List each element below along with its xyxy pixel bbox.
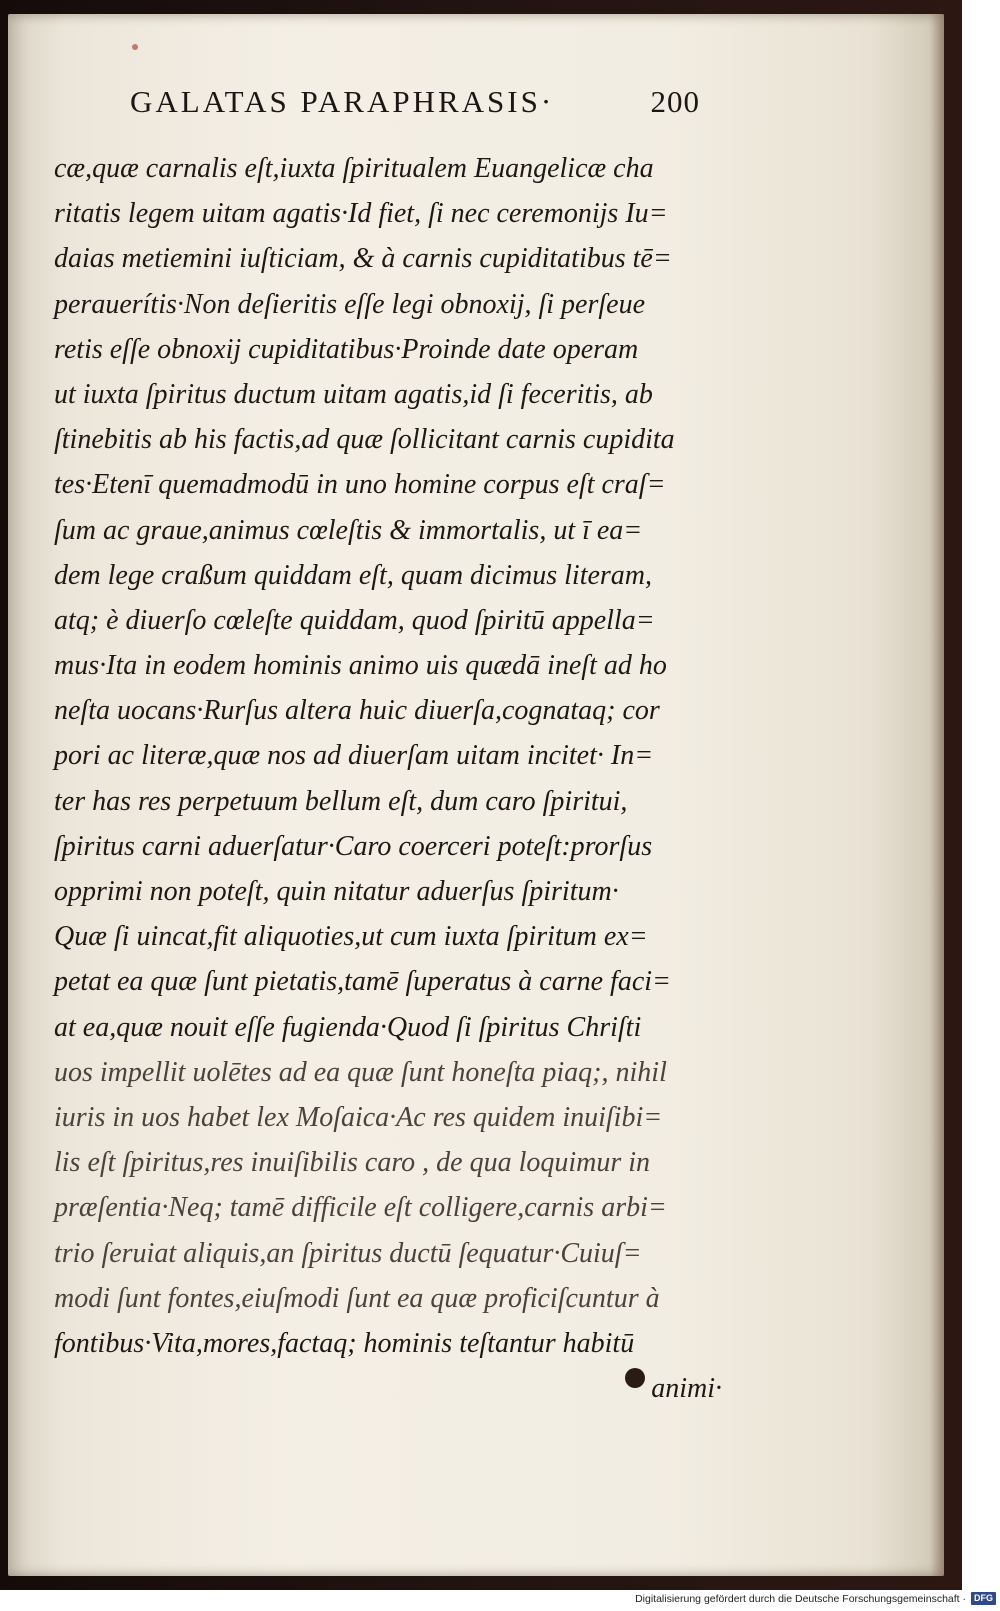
text-line: Quæ ſi uincat,fit aliquoties,ut cum iuxta ſpiritum ex= bbox=[54, 921, 648, 953]
running-head bbox=[130, 84, 700, 120]
text-line: petat ea quæ ſunt pietatis,tamē ſuperatus à carne faci= bbox=[54, 966, 671, 998]
text-line: neſta uocans·Rurſus altera huic diuerſa,cognataq; cor bbox=[54, 695, 660, 727]
text-line: ritatis legem uitam agatis·Id fiet, ſi nec ceremonijs Iu= bbox=[54, 198, 668, 230]
printer-ornament-dot bbox=[625, 1368, 645, 1388]
text-line: ter has res perpetuum bellum eſt, dum caro ſpiritui, bbox=[54, 785, 628, 817]
text-line: mus·Ita in eodem hominis animo uis quædā ineſt ad ho bbox=[54, 650, 667, 682]
text-line: fontibus·Vita,mores,factaq; hominis teſtantur habitū bbox=[54, 1327, 635, 1359]
text-line: modi ſunt fontes,eiuſmodi ſunt ea quæ proficiſcuntur à bbox=[54, 1282, 660, 1314]
text-line: perauerítis·Non deſieritis eſſe legi obnoxij, ſi perſeue bbox=[54, 288, 646, 320]
text-line: opprimi non poteſt, quin nitatur aduerſus ſpiritum· bbox=[54, 876, 619, 907]
text-line: ſpiritus carni aduerſatur·Caro coerceri poteſt:prorſus bbox=[54, 830, 653, 862]
text-line: ſum ac graue,animus cœleſtis & immortalis, ut ī ea= bbox=[54, 514, 643, 546]
text-line: trio ſeruiat aliquis,an ſpiritus ductū ſequatur·Cuiuſ= bbox=[54, 1237, 642, 1269]
text-line: retis eſſe obnoxij cupiditatibus·Proinde date operam bbox=[54, 333, 639, 365]
text-line: atq; è diuerſo cœleſte quiddam, quod ſpiritū appella= bbox=[54, 604, 655, 636]
text-line: præſentia·Neq; tamē difficile eſt colligere,carnis arbi= bbox=[54, 1192, 667, 1224]
text-line: uos impellit uolētes ad ea quæ ſunt honeſta piaq;, nihil bbox=[54, 1056, 667, 1088]
text-line: tes·Etenī quemadmodū in uno homine corpus eſt craſ= bbox=[54, 469, 666, 501]
running-head-title: GALATAS PARAPHRASIS· bbox=[130, 84, 555, 119]
ink-stain-mark bbox=[132, 44, 138, 50]
text-line: daias metiemini iuſticiam, & à carnis cupiditatibus tē= bbox=[54, 243, 672, 275]
text-line: dem lege craßum quiddam eſt, quam dicimus literam, bbox=[54, 559, 653, 591]
text-line: ut iuxta ſpiritus ductum uitam agatis,id ſi feceritis, ab bbox=[54, 378, 653, 410]
text-line: iuris in uos habet lex Moſaica·Ac res quidem inuiſibi= bbox=[54, 1101, 663, 1133]
credit-text: Digitalisierung gefördert durch die Deutsche Forschungsgemeinschaft · bbox=[635, 1592, 966, 1605]
text-line: lis eſt ſpiritus,res inuiſibilis caro , de qua loquimur in bbox=[54, 1147, 651, 1179]
text-line: ſtinebitis ab his factis,ad quæ ſollicitant carnis cupidita bbox=[54, 424, 675, 456]
text-line: cæ,quæ carnalis eſt,iuxta ſpiritualem Euangelicæ cha bbox=[54, 153, 654, 184]
digitization-credit bbox=[635, 1592, 996, 1605]
text-line: at ea,quæ nouit eſſe fugienda·Quod ſi ſpiritus Chriſti bbox=[54, 1011, 642, 1043]
body-text bbox=[54, 146, 722, 1411]
catchword: animi· bbox=[651, 1373, 722, 1405]
dfg-logo: DFG bbox=[971, 1592, 996, 1605]
page-number: 200 bbox=[650, 84, 700, 119]
page-edge-shadow bbox=[930, 14, 944, 1576]
text-line: pori ac literæ,quæ nos ad diuerſam uitam incitet· In= bbox=[54, 740, 654, 772]
